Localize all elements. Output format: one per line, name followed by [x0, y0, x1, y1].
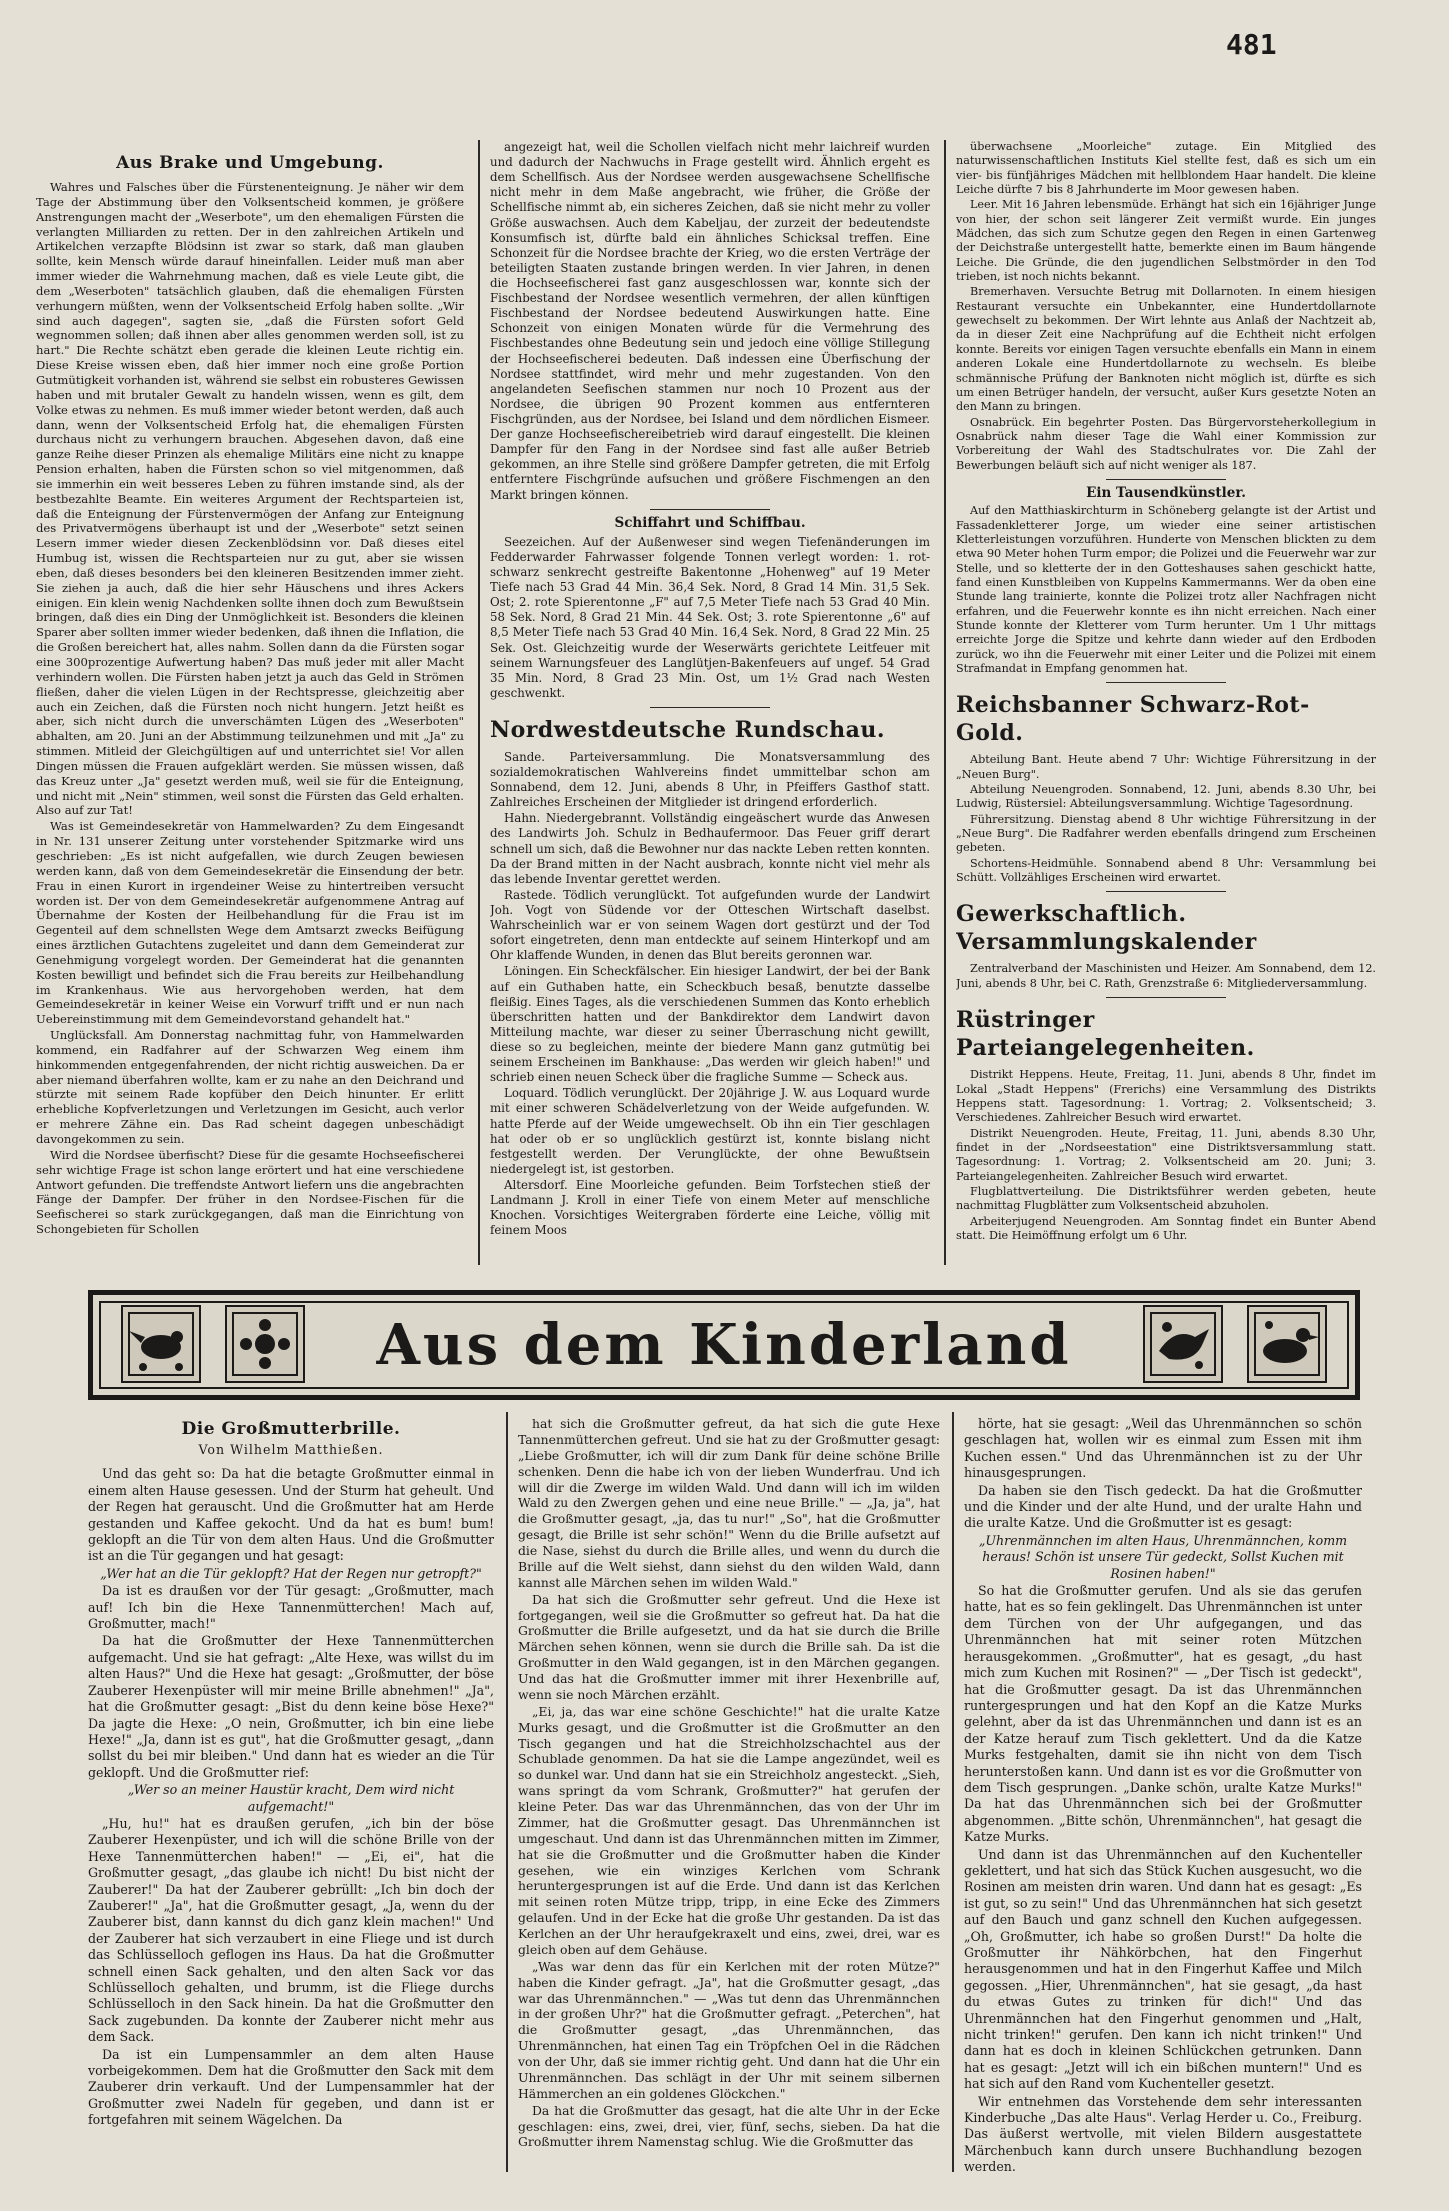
article-paragraph: Altersdorf. Eine Moorleiche gefunden. Beim Torfstechen stieß der Landmann J. Kroll in einer Tiefe von einem Meter auf menschliche Knochen. Vorsichtiges Weitergraben förderte eine Leiche, völlig mit feinem Moos	[490, 1178, 930, 1238]
kinderland-title: Aus dem Kinderland	[376, 1312, 1072, 1378]
story-paragraph: Und das geht so: Da hat die betagte Großmutter einmal in einem alten Hause gesessen. Und der Sturm hat geheult. Und der Regen hat gerauscht. Und die Großmutter hat am Herde gestanden und Kaffee gekocht. Und da hat es bum! bum! geklopft an die Tür von dem alten Haus. Und die Großmutter ist an die Tür gegangen und hat gesagt:	[88, 1466, 494, 1564]
ornament-bird-icon	[1143, 1305, 1223, 1383]
article-paragraph: Sande. Parteiversammlung. Die Monatsversammlung des sozialdemokratischen Wahlvereins findet ummittelbar schon am Sonnabend, dem 12. Juni, abends 8 Uhr, in Pfeiffers Gasthof statt. Zahlreiches Erscheinen der Mitglieder ist dringend erforderlich.	[490, 749, 930, 810]
kinderland-column-1	[88, 1416, 494, 2176]
story-paragraph: „Wer so an meiner Haustür kracht, Dem wird nicht aufgemacht!"	[127, 1782, 455, 1814]
story-paragraph: Da hat die Großmutter der Hexe Tannenmütterchen aufgemacht. Und sie hat gefragt: „Alte Hexe, was willst du im alten Haus?" Und die Hexe hat gesagt: „Großmutter, der böse Zauberer Hexenpüster will mir meine Brille abnehmen!" „Ja", hat die Großmutter gesagt: „Bist du denn keine böse Hexe?" Da jagte die Hexe: „O nein, Großmutter, ich bin eine liebe Hexe!" „Ja, dann ist es gut", hat die Großmutter gesagt, „dann sollst du bei mir bleiben." Und dann hat es wieder an die Tür geklopft. Und die Großmutter rief:	[88, 1633, 494, 1780]
story-paragraph: Da hat sich die Großmutter sehr gefreut. Und die Hexe ist fortgegangen, weil sie die Großmutter so gefreut hat. Da hat die Großmutter die Brille aufgesetzt, und da hat sie durch die Brille Märchen sehen können, wenn sie durch die Brille sah. Da ist die Großmutter in den Wald gegangen, ist in den Märchen gegangen. Und das hat die Großmutter immer mit ihrer Hexenbrille auf, wenn sie noch Märchen erzählt.	[518, 1591, 940, 1702]
story-paragraph: „Wer hat an die Tür geklopft? Hat der Regen nur getropft?"	[100, 1565, 482, 1581]
story-paragraph: hat sich die Großmutter gefreut, da hat sich die gute Hexe Tannenmütterchen gefreut. Und sie hat zu der Großmutter gesagt: „Liebe Großmutter, ich will dir zum Dank für deine schöne Brille schenken. Denn die habe ich von der lieben Wunderfrau. Und ich will dir die Zwerge im wilden Wald. Und dann will ich im wilden Wald zu den Zwergen gehen und eine neue Brille." — „Ja, ja", hat die Großmutter gesagt, „ja, das tu nur!" „So", hat die Großmutter gesagt, die Brille ist sehr schön!" Wenn du die Brille aufsetzt auf die Nase, siehst du durch die Brille alles, und wenn du durch die Brille auf die Welt siehst, dann siehst du den wilden Wald, dann kannst alle Märchen sehen im wilden Wald."	[518, 1416, 940, 1590]
story-paragraph: „Ei, ja, das war eine schöne Geschichte!" hat die uralte Katze Murks gesagt, und die Großmutter ist die Großmutter an den Tisch gegangen und hat die Streichholzschachtel aus der Schublade genommen. Da hat sie die Lampe angezündet, weil es so dunkel war. Und dann hat sie ein Streichholz angesteckt. „Sieh, wans springt da vom Schrank, Großmutter?" hat gerufen der kleine Peter. Das war das Uhrenmännchen, das von der Uhr im Zimmer, hat die Großmutter gesagt. Das Uhrenmännchen ist umgeschaut. Und dann ist das Uhrenmännchen mitten im Zimmer, hat sie die Großmutter und die Großmutter haben die Kinder gesehen, wie ein winziges Kerlchen vom Schrank heruntergesprungen ist auf die Erde. Und dann ist das Kerlchen mit seinen roten Mütze tripp, tripp, in eine Ecke des Zimmers gelaufen. Und in der Ecke hat die große Uhr gestanden. Da ist das Kerlchen an der Uhr heraufgekraxelt und eins, zwei, drei, war es gleich oben auf dem Gehäuse.	[518, 1703, 940, 1957]
article-paragraph: Hahn. Niedergebrannt. Vollständig eingeäschert wurde das Anwesen des Landwirts Joh. Schulz in Bedhaufermoor. Das Feuer griff derart schnell um sich, daß die Bewohner nur das nackte Leben retten konnten. Da der Brand mitten in der Nacht ausbrach, konnte nicht viel mehr als das lebende Inventar gerettet werden.	[490, 811, 930, 886]
ornament-flower-icon	[225, 1305, 305, 1383]
section-divider	[1106, 891, 1226, 892]
section-subhead: Ein Tausendkünstler.	[1086, 484, 1246, 501]
notice-item: Flugblattverteilung. Die Distriktsführer werden gebeten, heute nachmittag Flugblätter zum Volksentscheid abzuholen.	[956, 1184, 1376, 1213]
notice-item: Distrikt Neuengroden. Heute, Freitag, 11. Juni, abends 8.30 Uhr, findet in der „Nordseestation" eine Distriktsversammlung statt. Tagesordnung: 1. Vortrag; 2. Volksentscheid am 20. Juni; 3. Parteiangelegenheiten. Zahlreicher Besuch wird erwartet.	[956, 1126, 1376, 1183]
article-paragraph: Leer. Mit 16 Jahren lebensmüde. Erhängt hat sich ein 16jähriger Junge von hier, der schon seit längerer Zeit vermißt wurde. Ein junges Mädchen, das sich zum Schutze gegen den Regen in einen Gartenweg der Deichstraße untergestellt hatte, bemerkte einen im Baum hängende Leiche. Die Gründe, die den jugendlichen Selbstmörder in den Tod trieben, ist noch nichts bekannt.	[956, 198, 1376, 284]
notice-item: Abteilung Neuengroden. Sonnabend, 12. Juni, abends 8.30 Uhr, bei Ludwig, Rüstersiel: Abteilungsversammlung. Wichtige Tagesordnung.	[956, 783, 1376, 811]
lower-column-rule-2	[952, 1412, 954, 2172]
section-divider	[650, 509, 770, 510]
story-paragraph: Da hat die Großmutter das gesagt, hat die alte Uhr in der Ecke geschlagen: eins, zwei, drei, vier, fünf, sechs, sieben. Da hat die Großmutter ihrem Namenstag schlug. Wie die Großmutter das	[518, 2102, 940, 2150]
column-rule-2	[944, 140, 946, 1265]
lower-column-rule-1	[506, 1412, 508, 2172]
article-paragraph: Seezeichen. Auf der Außenweser sind wegen Tiefenänderungen im Fedderwarder Fahrwasser folgende Tonnen verlegt worden: 1. rot-schwarz senkrecht gestreifte Bakentonne „Hohenweg" auf 19 Meter Tiefe nach 53 Grad 44 Min. 36,4 Sek. Nord, 8 Grad 14 Min. 31,5 Sek. Ost; 2. rote Spierentonne „F" auf 7,5 Meter Tiefe nach 53 Grad 40 Min. 58 Sek. Nord, 8 Grad 21 Min. 44 Sek. Ost; 3. rote Spierentonne „6" auf 8,5 Meter Tiefe nach 53 Grad 40 Min. 16,4 Sek. Nord, 8 Grad 22 Min. 25 Sek. Ost. Gleichzeitig wurde der Weserwärts gerichtete Leitfeuer mit seinem Warnungsfeuer des Langlütjen-Bakenfeuers auf ungef. 54 Grad 35 Min. Nord, 8 Grad 23 Min. Ost, um 1½ Grad nach Westen geschwenkt.	[490, 534, 930, 700]
story-paragraph: Und dann ist das Uhrenmännchen auf den Kuchenteller geklettert, und hat sich das Stück Kuchen ausgesucht, wo die Rosinen am meisten drin waren. Und dann hat es gesagt: „Es ist gut, so zu sein!" Und das Uhrenmännchen hat sich gesetzt auf den Bauch und ganz schnell den Kuchen aufgegessen. „Oh, Großmutter, ich habe so großen Durst!" Da holte die Großmutter ihr Nähkörbchen, hat den Fingerhut herausgenommen und hat in den Fingerhut Kaffee und Milch gegossen. „Hier, Uhrenmännchen", hat sie gesagt, „da hast du etwas Gutes zu trinken für dich!" Und das Uhrenmännchen hat den Fingerhut genommen und „Halt, nicht trinken!" gerufen. Den kann ich nicht trinken!" Und dann hat es doch in kleinen Schlückchen getrunken. Dann hat es gesagt: „Jetzt will ich ein bißchen muntern!" Und es hat sich auf den Rand vom Kuchenteller gesetzt.	[964, 1846, 1362, 2092]
section-divider	[650, 707, 770, 708]
story-paragraph: „Uhrenmännchen im alten Haus, Uhrenmännchen, komm heraus! Schön ist unsere Tür gedeckt, Sollst Kuchen mit Rosinen haben!"	[978, 1532, 1348, 1581]
notice-item: Abteilung Bant. Heute abend 7 Uhr: Wichtige Führersitzung in der „Neuen Burg".	[956, 753, 1376, 781]
article-paragraph: Was ist Gemeindesekretär von Hammelwarden? Zu dem Eingesandt in Nr. 131 unserer Zeitung unter vorstehender Spitzmarke wird uns geschrieben: „Es ist nicht aufgefallen, wie durch Zeugen bewiesen werden kann, daß von dem Gemeindesekretär die Einsendung der betr. Frau in einen Kurort in irgendeiner Weise zu hintertreiben versucht worden ist. Der von dem Gemeindesekretär aufgenommene Antrag auf Übernahme der Kosten der Heilbehandlung für die Frau ist im Gegenteil auf dem schnellsten Wege dem Amtsarzt zwecks Beifügung eines ärztlichen Gutachtens zugeleitet und dann dem Gemeinderat zur Genehmigung vorgelegt worden. Der Gemeinderat hat die genannten Kosten bewilligt und befindet sich die Frau bereits zur Heilbehandlung im Krankenhaus. Wie aus hervorgehoben werden, hat dem Gemeindesekretär in keiner Weise ein Vorwurf trifft und er nun nach Uebereinstimmung mit dem Gemeindevorstand gehandelt hat."	[36, 819, 464, 1027]
article-paragraph: überwachsene „Moorleiche" zutage. Ein Mitglied des naturwissenschaftlichen Instituts Kiel stellte fest, daß es sich um ein vier- bis fünfjähriges Mädchen mit hellblondem Haar handelt. Die kleine Leiche dürfte 7 bis 8 Jahrhunderte im Moor gewesen haben.	[956, 140, 1376, 197]
story-paragraph: „Hu, hu!" hat es draußen gerufen, „ich bin der böse Zauberer Hexenpüster, und ich will die schöne Brille von der Hexe Tannenmütterchen haben!" — „Ei, ei", hat die Großmutter gesagt, „das glaube ich nicht! Du bist nicht der Zauberer!" Da hat der Zauberer gebrüllt: „Ich bin doch der Zauberer!" „Ja", hat die Großmutter gesagt, „Ja, wenn du der Zauberer bist, dann kannst du dich ganz klein machen!" Und der Zauberer hat sich verzaubert in eine Fliege und ist durch das Schlüsselloch geflogen ins Haus. Da hat die Großmutter schnell einen Sack gehalten, und den alten Sack vor das Schlüsselloch gehalten, und brumm, ist die Fliege durchs Schlüsselloch in den Sack hinein. Da hat die Großmutter den Sack zugebunden. Da konnte der Zauberer nicht mehr aus dem Sack.	[88, 1815, 494, 2045]
ornament-duck-icon	[1247, 1305, 1327, 1383]
kinderland-banner	[88, 1290, 1360, 1400]
page-number: 481	[1226, 28, 1277, 61]
story-paragraph: hörte, hat sie gesagt: „Weil das Uhrenmännchen so schön geschlagen hat, wollen wir es einmal zum Essen mit ihm Kuchen essen." Und das Uhrenmännchen ist zu der Uhr hinausgesprungen.	[964, 1416, 1362, 1481]
section-divider	[1106, 682, 1226, 683]
story-title: Die Großmutterbrille.	[181, 1419, 401, 1439]
column-1	[36, 150, 464, 1265]
section-headline: Gewerkschaftlich. Versammlungskalender	[956, 901, 1257, 956]
story-paragraph: „Was war denn das für ein Kerlchen mit der roten Mütze?" haben die Kinder gefragt. „Ja", hat die Großmutter gesagt, „das war das Uhrenmännchen." — „Was tut denn das Uhrenmännchen in der großen Uhr?" hat die Großmutter gefragt. „Peterchen", hat die Großmutter gesagt, „das Uhrenmännchen, das Uhrenmännchen, hat einen Tag ein Tröpfchen Oel in die Rädchen von der Uhr, daß sie immer richtig geht. Und dann hat die Uhr ein Uhrenmännchen. Das schlägt in der Uhr mit seinem silbernen Hämmerchen an ein goldenes Glöckchen."	[518, 1958, 940, 2101]
column-2	[490, 140, 930, 1265]
section-divider	[1106, 479, 1226, 480]
article-paragraph: Wahres und Falsches über die Fürstenenteignung. Je näher wir dem Tage der Abstimmung über den Volksentscheid kommen, je größere Anstrengungen macht der „Weserbote", um den ehemaligen Fürsten die verlangten Milliarden zu retten. Der in den zahlreichen Artikeln und Artikelchen verzapfte Blödsinn ist zwar so stark, daß man glauben sollte, kein Mensch würde darauf hineinfallen. Leider muß man aber immer wieder die Wahrnehmung machen, daß es viele Leute gibt, die dem „Weserboten" tatsächlich glauben, daß die ehemaligen Fürsten verhungern müßten, wenn der Volksentscheid Erfolg haben sollte. „Wir sind auch dagegen", sagten sie, „daß die Fürsten sofort Geld wegnommen sollen; daß ihnen aber alles genommen werden soll, ist zu hart." Die Rechte schätzt eben gerade die kleinen Leute richtig ein. Diese Kreise wissen eben, daß hier immer noch eine große Portion Gutmütigkeit vorhanden ist, während sie selbst ein robusteres Gewissen haben und mit brutaler Gewalt zu handeln wissen, wenn es gilt, dem Volke etwas zu nehmen. Es muß immer wieder betont werden, daß auch dann, wenn der Volksentscheid Erfolg hat, die ehemaligen Fürsten durchaus nicht zu verhungern brauchen. Abgesehen davon, daß eine ganze Reihe dieser Prinzen als ehemalige Militärs eine nicht zu knappe Pension erhalten, haben die Fürsten schon so viel mitgenommen, daß sie immerhin ein weit besseres Leben zu führen imstande sind, als der bestbezahlte Beamte. Ein weiteres Argument der Rechtsparteien ist, daß die Enteignung der Fürstenvermögen der Anfang zur Enteignung des Privatvermögens überhaupt ist und der „Weserbote" setzt seinen Lesern immer wieder diesen Zeckenblödsinn vor. Daß dieses eitel Humbug ist, wissen die Rechtsparteien nur zu gut, aber sie wissen eben, daß dieses besonders bei den kleineren Besitzenden immer zieht. Sie ziehen ja auch, daß die hier sehr Häuschens und ihres Ackers einigen. Ein klein wenig Nachdenken sollte ihnen doch zum Bewußtsein bringen, daß dies ein Ding der Unmöglichkeit ist. Besonders die kleinen Sparer aber sollten immer wieder bedenken, daß ihnen die Inflation, die die Großen bereichert hat, alles nahm. Sollen dann da die Fürsten sogar eine 300prozentige Aufwertung haben? Das muß jeder mit aller Macht verhindern wollen. Die Fürsten haben jetzt ja auch das Geld in Strömen fließen, daher die vielen Lügen in der Rechtspresse, gleichzeitig aber auch ein Zeichen, daß die Fürsten noch nicht hungern. Jetzt heißt es aber, sich nicht durch die unverschämten Lügen des „Weserboten" abhalten, am 20. Juni an der Abstimmung teilzunehmen und mit „Ja" zu stimmen. Mitleid der Gleichgültigen auf und unterrichtet sie! Vor allen Dingen müssen die Frauen aufgeklärt werden. Sie müssen wissen, daß das Kreuz unter „Ja" gesetzt werden muß, weil sie für die Enteignung, und nicht mit „Nein" stimmen, weil sonst die Fürsten das Geld erhalten. Also auf zur Tat!	[36, 180, 464, 818]
story-byline: Von Wilhelm Matthießen.	[198, 1442, 384, 1457]
section-headline: Reichsbanner Schwarz-Rot-Gold.	[956, 692, 1310, 747]
story-paragraph: Da ist ein Lumpensammler an dem alten Hause vorbeigekommen. Dem hat die Großmutter den Sack mit dem Zauberer drin verkauft. Und der Lumpensammler hat der Großmutter zwei Nadeln für gegeben, und dann ist er fortgefahren mit seinem Wägelchen. Da	[88, 2046, 494, 2128]
notice-item: Arbeiterjugend Neuengroden. Am Sonntag findet ein Bunter Abend statt. Die Heimöffnung erfolgt um 6 Uhr.	[956, 1214, 1376, 1242]
notice-item: Zentralverband der Maschinisten und Heizer. Am Sonnabend, dem 12. Juni, abends 8 Uhr, bei C. Rath, Grenzstraße 6: Mitgliederversammlung.	[956, 962, 1376, 990]
article-paragraph: Bremerhaven. Versuchte Betrug mit Dollarnoten. In einem hiesigen Restaurant versuchte ein Unbekannter, eine Hundertdollarnote gewechselt zu bekommen. Der Wirt lehnte aus Anlaß der Nachtzeit ab, da in dieser Zeit eine Nachprüfung auf die Echtheit nicht erfolgen konnte. Bereits vor einigen Tagen versuchte ebenfalls ein Mann in einem anderen Lokale eine Hundertdollarnote zu wechseln. Es bleibe schmännische Prüfung der Banknoten nicht möglich ist, dürfte es sich um einen Betrüger handeln, der versucht, außer Kurs gesetzte Noten an den Mann zu bringen.	[956, 285, 1376, 414]
story-paragraph: So hat die Großmutter gerufen. Und als sie das gerufen hatte, hat es so fein geklingelt. Das Uhrenmännchen ist unter dem Türchen von der Uhr aufgegangen, und das Uhrenmännchen hat mit seiner roten Mützchen herausgekommen. „Großmutter", hat es gesagt, „du hast mich zum Kuchen mit Rosinen?" — „Der Tisch ist gedeckt", hat die Großmutter gesagt. Da ist das Uhrenmännchen runtergesprungen und hat den Kopf an die Katze Murks gelehnt, aber da ist das Uhrenmännchen und dann ist es an der Katze herauf zum Tisch geklettert. Und da die Katze Murks festgehalten, damit sie ihn nicht von dem Tisch herunterstoßen kann. Und dann ist es vor die Großmutter von dem Tisch gesprungen. „Danke schön, uralte Katze Murks!" Da hat das Uhrenmännchen sich bei der Großmutter abgenommen. „Bitte schön, Uhrenmännchen", hat gesagt die Katze Murks.	[964, 1583, 1362, 1845]
article-paragraph: Löningen. Ein Scheckfälscher. Ein hiesiger Landwirt, der bei der Bank auf ein Guthaben hatte, ein Scheckbuch besaß, benutzte dasselbe fleißig. Eines Tages, als die verschiedenen Summen das Konto erheblich überschritten hatten und der Bankdirektor dem Landwirt davon Mitteilung machte, war dieser zu seiner Überraschung nicht gewillt, diese so zu begleichen, meinte der biedere Mann ganz gutmütig bei seinem Erscheinen im Bankhause: „Das werden wir gleich haben!" und schrieb einen neuen Scheck über die fragliche Summe — Scheck aus.	[490, 964, 930, 1085]
article-paragraph: Auf den Matthiaskirchturm in Schöneberg gelangte ist der Artist und Fassadenkletterer Jorge, um wieder eine seiner artistischen Kletterleistungen vorzuführen. Hunderte von Menschen blickten zu dem etwa 90 Meter hohen Turm empor; die Polizei und die Feuerwehr war zur Stelle, und so kletterte der in den Gotteshauses sahen geschickt hatte, fand einen Kunstbleiben von Kuppelns Kammermanns. Wer da oben eine Stunde lang trainierte, konnte die Polizei trotz aller Nachfragen nicht erfahren, und die Feuerwehr konnte es ihn nicht erreichen. Nach einer Stunde konnte der Kletterer vom Turm herunter. Um 1 Uhr mittags erreichte Jorge die Spitze und kehrte dann wieder auf den Erdboden zurück, wo ihn die Feuerwehr mit einer Leiter und die Polizei mit einem Strafmandat in Empfang genommen hat.	[956, 504, 1376, 676]
notice-item: Distrikt Heppens. Heute, Freitag, 11. Juni, abends 8 Uhr, findet im Lokal „Stadt Heppens" (Frerichs) eine Versammlung des Distrikts Heppens statt. Tagesordnung: 1. Vortrag; 2. Volksentscheid; 3. Verschiedenes. Zahlreicher Besuch wird erwartet.	[956, 1068, 1376, 1125]
section-headline: Rüstringer Parteiangelegenheiten.	[956, 1007, 1255, 1062]
column-rule-1	[478, 140, 480, 1265]
notice-item: Schortens-Heidmühle. Sonnabend abend 8 Uhr: Versammlung bei Schütt. Vollzähliges Erscheinen wird erwartet.	[956, 856, 1376, 885]
article-paragraph: Osnabrück. Ein begehrter Posten. Das Bürgervorsteherkollegium in Osnabrück nahm dieser Tage die Wahl einer Kommission zur Vorbereitung der Wahl des Stadtschulrates vor. Die Zahl der Bewerbungen beläuft sich auf nicht weniger als 187.	[956, 415, 1376, 472]
col1-headline: Aus Brake und Umgebung.	[116, 153, 384, 173]
article-paragraph: Wird die Nordsee überfischt? Diese für die gesamte Hochseefischerei sehr wichtige Frage ist schon lange erörtert und hat eine verschiedene Antwort gefunden. Die treffendste Antwort liefern uns die angebrachten Fänge der Dampfer. Der früher in den Nordsee-Fischen für die Seefischerei so stark zurückgegangen, daß man die Einrichtung von Schongebieten für Schollen	[36, 1147, 464, 1237]
notice-item: Führersitzung. Dienstag abend 8 Uhr wichtige Führersitzung in der „Neue Burg". Die Radfahrer werden ebenfalls dringend zum Erscheinen gebeten.	[956, 812, 1376, 855]
article-paragraph: angezeigt hat, weil die Schollen vielfach nicht mehr laichreif wurden und dadurch der Nachwuchs in Frage gestellt wird. Ähnlich ergeht es dem Schellfisch. Aus der Nordsee werden ausgewachsene Schellfische nicht mehr in dem Maße angebracht, wie früher, die Größe der Schellfische nimmt ab, ein sicheres Zeichen, daß sie nicht mehr zu voller Größe auswachsen. Auch dem Kabeljau, der zurzeit der bedeutendste Konsumfisch ist, dürfte bald ein ähnliches Schicksal treffen. Eine Schonzeit für die Nordsee brachte der Krieg, wo die ersten Verträge der beteiligten Staaten zustande bringen werden. In vier Jahren, in denen die Hochseefischerei fast ganz ausgeschlossen war, konnte sich der Fischbestand der Nordsee wesentlich vermehren, der allen künftigen Fischbestand der Nordsee bedeutend Auswirkungen hatte. Eine Schonzeit von einigen Monaten würde für die Vermehrung des Fischbestandes ohne Bedeutung sein und jedoch eine völlige Stillegung der Hochseefischerei bedeuten. Daß indessen eine Überfischung der Nordsee stattfindet, wird mehr und mehr zugestanden. Von den angelandeten Seefischen stammen nur noch 10 Prozent aus der Nordsee, die übrigen 90 Prozent kommen aus entfernteren Fischgründen, aus der Nordsee, bei Island und dem nördlichen Eismeer. Der ganze Hochseefischereibetrieb wird darauf eingestellt. Die kleinen Dampfer für den Fang in der Nordsee sind fast alle außer Betrieb gekommen, an ihre Stelle sind größere Dampfer getreten, die mit Erfolg entferntere Fischgründe aufsuchen und größere Fischmengen an den Markt bringen können.	[490, 140, 930, 502]
column-3	[956, 140, 1376, 1265]
section-divider	[1106, 997, 1226, 998]
ornament-dove-icon	[121, 1305, 201, 1383]
kinderland-column-3	[964, 1416, 1362, 2176]
story-paragraph: Wir entnehmen das Vorstehende dem sehr interessanten Kinderbuche „Das alte Haus". Verlag Herder u. Co., Freiburg. Das äußerst wertvolle, mit vielen Bildern ausgestattete Märchenbuch kann durch unsere Buchhandlung bezogen werden.	[964, 2093, 1362, 2175]
section-headline: Nordwestdeutsche Rundschau.	[490, 716, 886, 743]
article-paragraph: Rastede. Tödlich verunglückt. Tot aufgefunden wurde der Landwirt Joh. Vogt von Südende vor der Otteschen Wirtschaft daselbst. Wahrscheinlich war er von seinem Wagen dort gestürzt und der Tod sofort eingetreten, denn man entdeckte auf seinem Hinterkopf und am Ohr klaffende Wunden, in denen das Blut bereits geronnen war.	[490, 887, 930, 963]
article-paragraph: Unglücksfall. Am Donnerstag nachmittag fuhr, von Hammelwarden kommend, ein Radfahrer auf der Schwarzen Weg einem ihm hinkommenden entgegenfahrenden, der nicht richtig ausweichen. Da er aber niemand überfahren wollte, kam er zu nahe an den Deichrand und stürzte mit seinem Rade kopfüber den Deich hinunter. Er erlitt erhebliche Kopfverletzungen und Verletzungen im Gesicht, auch verlor er mehrere Zähne ein. Das Rad scheint dagegen unbeschädigt davongekommen zu sein.	[36, 1028, 464, 1146]
kinderland-column-2	[518, 1416, 940, 2176]
story-paragraph: Da haben sie den Tisch gedeckt. Da hat die Großmutter und die Kinder und der alte Hund, und der uralte Hahn und die uralte Katze. Und die Großmutter ist es gesagt:	[964, 1482, 1362, 1531]
section-subhead: Schiffahrt und Schiffbau.	[614, 514, 806, 531]
story-paragraph: Da ist es draußen vor der Tür gesagt: „Großmutter, mach auf! Ich bin die Hexe Tannenmütterchen! Mach auf, Großmutter, mach!"	[88, 1583, 494, 1632]
article-paragraph: Loquard. Tödlich verunglückt. Der 20jährige J. W. aus Loquard wurde mit einer schweren Schädelverletzung von der Weide aufgefunden. W. hatte Pferde auf der Weide umgewechselt. Ob ihn ein Tier geschlagen hat oder ob er so unglücklich gestürzt ist, konnte bislang nicht festgestellt werden. Der Verunglückte, der ohne Bewußtsein niedergelegt ist, ist gestorben.	[490, 1086, 930, 1176]
